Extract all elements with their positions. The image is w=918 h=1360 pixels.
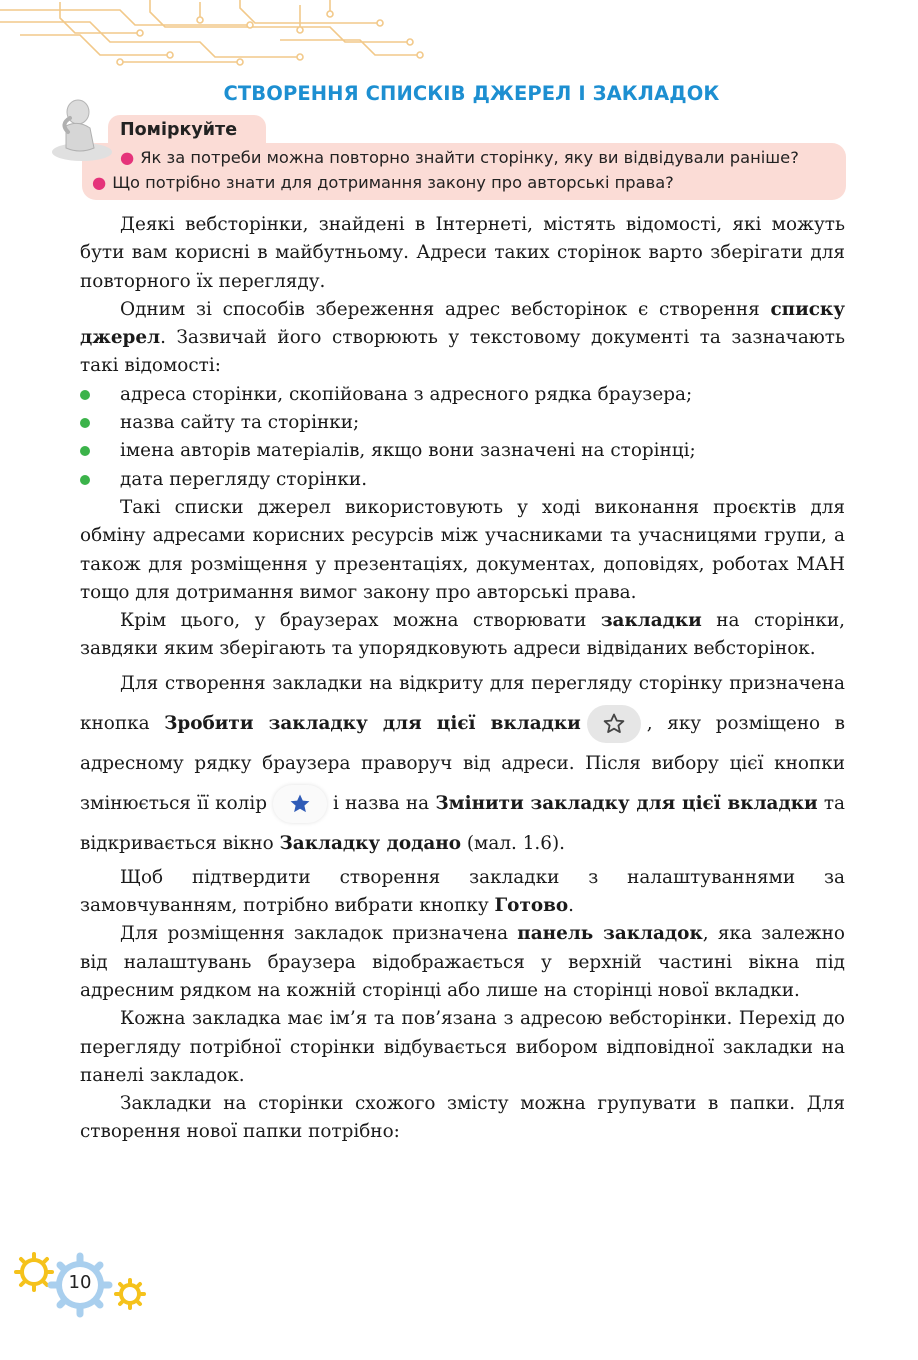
question-bullet-icon: ● <box>92 173 107 192</box>
bullet-icon <box>80 390 90 400</box>
think-heading: Поміркуйте <box>120 120 238 140</box>
paragraph: Крім цього, у браузерах можна створювати закладки на сторінки, завдяки яким зберігають та упорядковують адреси відвіданих вебсторінок. <box>80 610 845 660</box>
bullet-icon <box>80 418 90 428</box>
list-item: адреса сторінки, скопійована з адресного рядка браузера; <box>80 381 845 409</box>
section-title: СТВОРЕННЯ СПИСКІВ ДЖЕРЕЛ І ЗАКЛАДОК <box>223 82 720 105</box>
think-question: ● Як за потреби можна повторно знайти сторінку, яку ви відвідували раніше? <box>120 148 799 167</box>
paragraph: Закладки на сторінки схожого змісту можна групувати в папки. Для створення нової папки потрібно: <box>80 1093 845 1143</box>
list-item: імена авторів матеріалів, якщо вони зазначені на сторінці; <box>80 437 845 465</box>
bullet-icon <box>80 475 90 485</box>
info-list <box>80 381 845 494</box>
list-item: дата перегляду сторінки. <box>80 466 845 494</box>
circuit-decoration <box>0 0 430 75</box>
paragraph: Кожна закладка має ім’я та пов’язана з адресою вебсторінки. Перехід до перегляду потрібної сторінки відбувається вибором відповідної закладки на панелі закладок. <box>80 1008 845 1086</box>
paragraph: Щоб підтвердити створення закладки з налаштуваннями за замовчуванням, потрібно вибрати кнопку Готово. <box>80 866 845 917</box>
page-number: 10 <box>68 1272 92 1293</box>
thinking-figure-icon <box>42 96 114 164</box>
paragraph: Для створення закладки на відкриту для перегляду сторінку призначена кнопка Зробити закладку для цієї вкладки , яку розміщено в адресному рядку браузера праворуч від адреси. Після вибору цієї кнопки змінюється її колір і назва на Змінити закладку для цієї вкладки та відкривається вікно Закладку додано (мал. 1.6). <box>80 672 846 854</box>
bullet-icon <box>80 446 90 456</box>
paragraph: Для розміщення закладок призначена панель закладок, яка залежно від налаштувань браузера відображається у верхній частині вікна під адресним рядком на кожній сторінці або лише на сторінці нової вкладки. <box>80 923 845 1001</box>
star-filled-icon <box>273 785 327 823</box>
star-outline-icon <box>587 705 641 743</box>
list-item: назва сайту та сторінки; <box>80 409 845 437</box>
paragraph: Одним зі способів збереження адрес вебсторінок є створення списку джерел. Зазвичай його створюють у текстовому документі та зазначають такі відомості: <box>80 298 845 377</box>
paragraph: Деякі вебсторінки, знайдені в Інтернеті, містять відомості, які можуть бути вам корисні в майбутньому. Адреси таких сторінок варто зберігати для повторного їх перегляду. <box>80 214 845 292</box>
think-question: ● Що потрібно знати для дотримання закону про авторські права? <box>92 173 674 192</box>
main-text <box>80 211 845 1147</box>
question-bullet-icon: ● <box>120 148 135 167</box>
paragraph: Такі списки джерел використовують у ході виконання проєктів для обміну адресами корисних ресурсів між учасниками та учасницями групи, а також для розміщення у презентаціях, документах, доповідях, роботах МАН тощо для дотримання вимог закону про авторські права. <box>80 496 845 603</box>
